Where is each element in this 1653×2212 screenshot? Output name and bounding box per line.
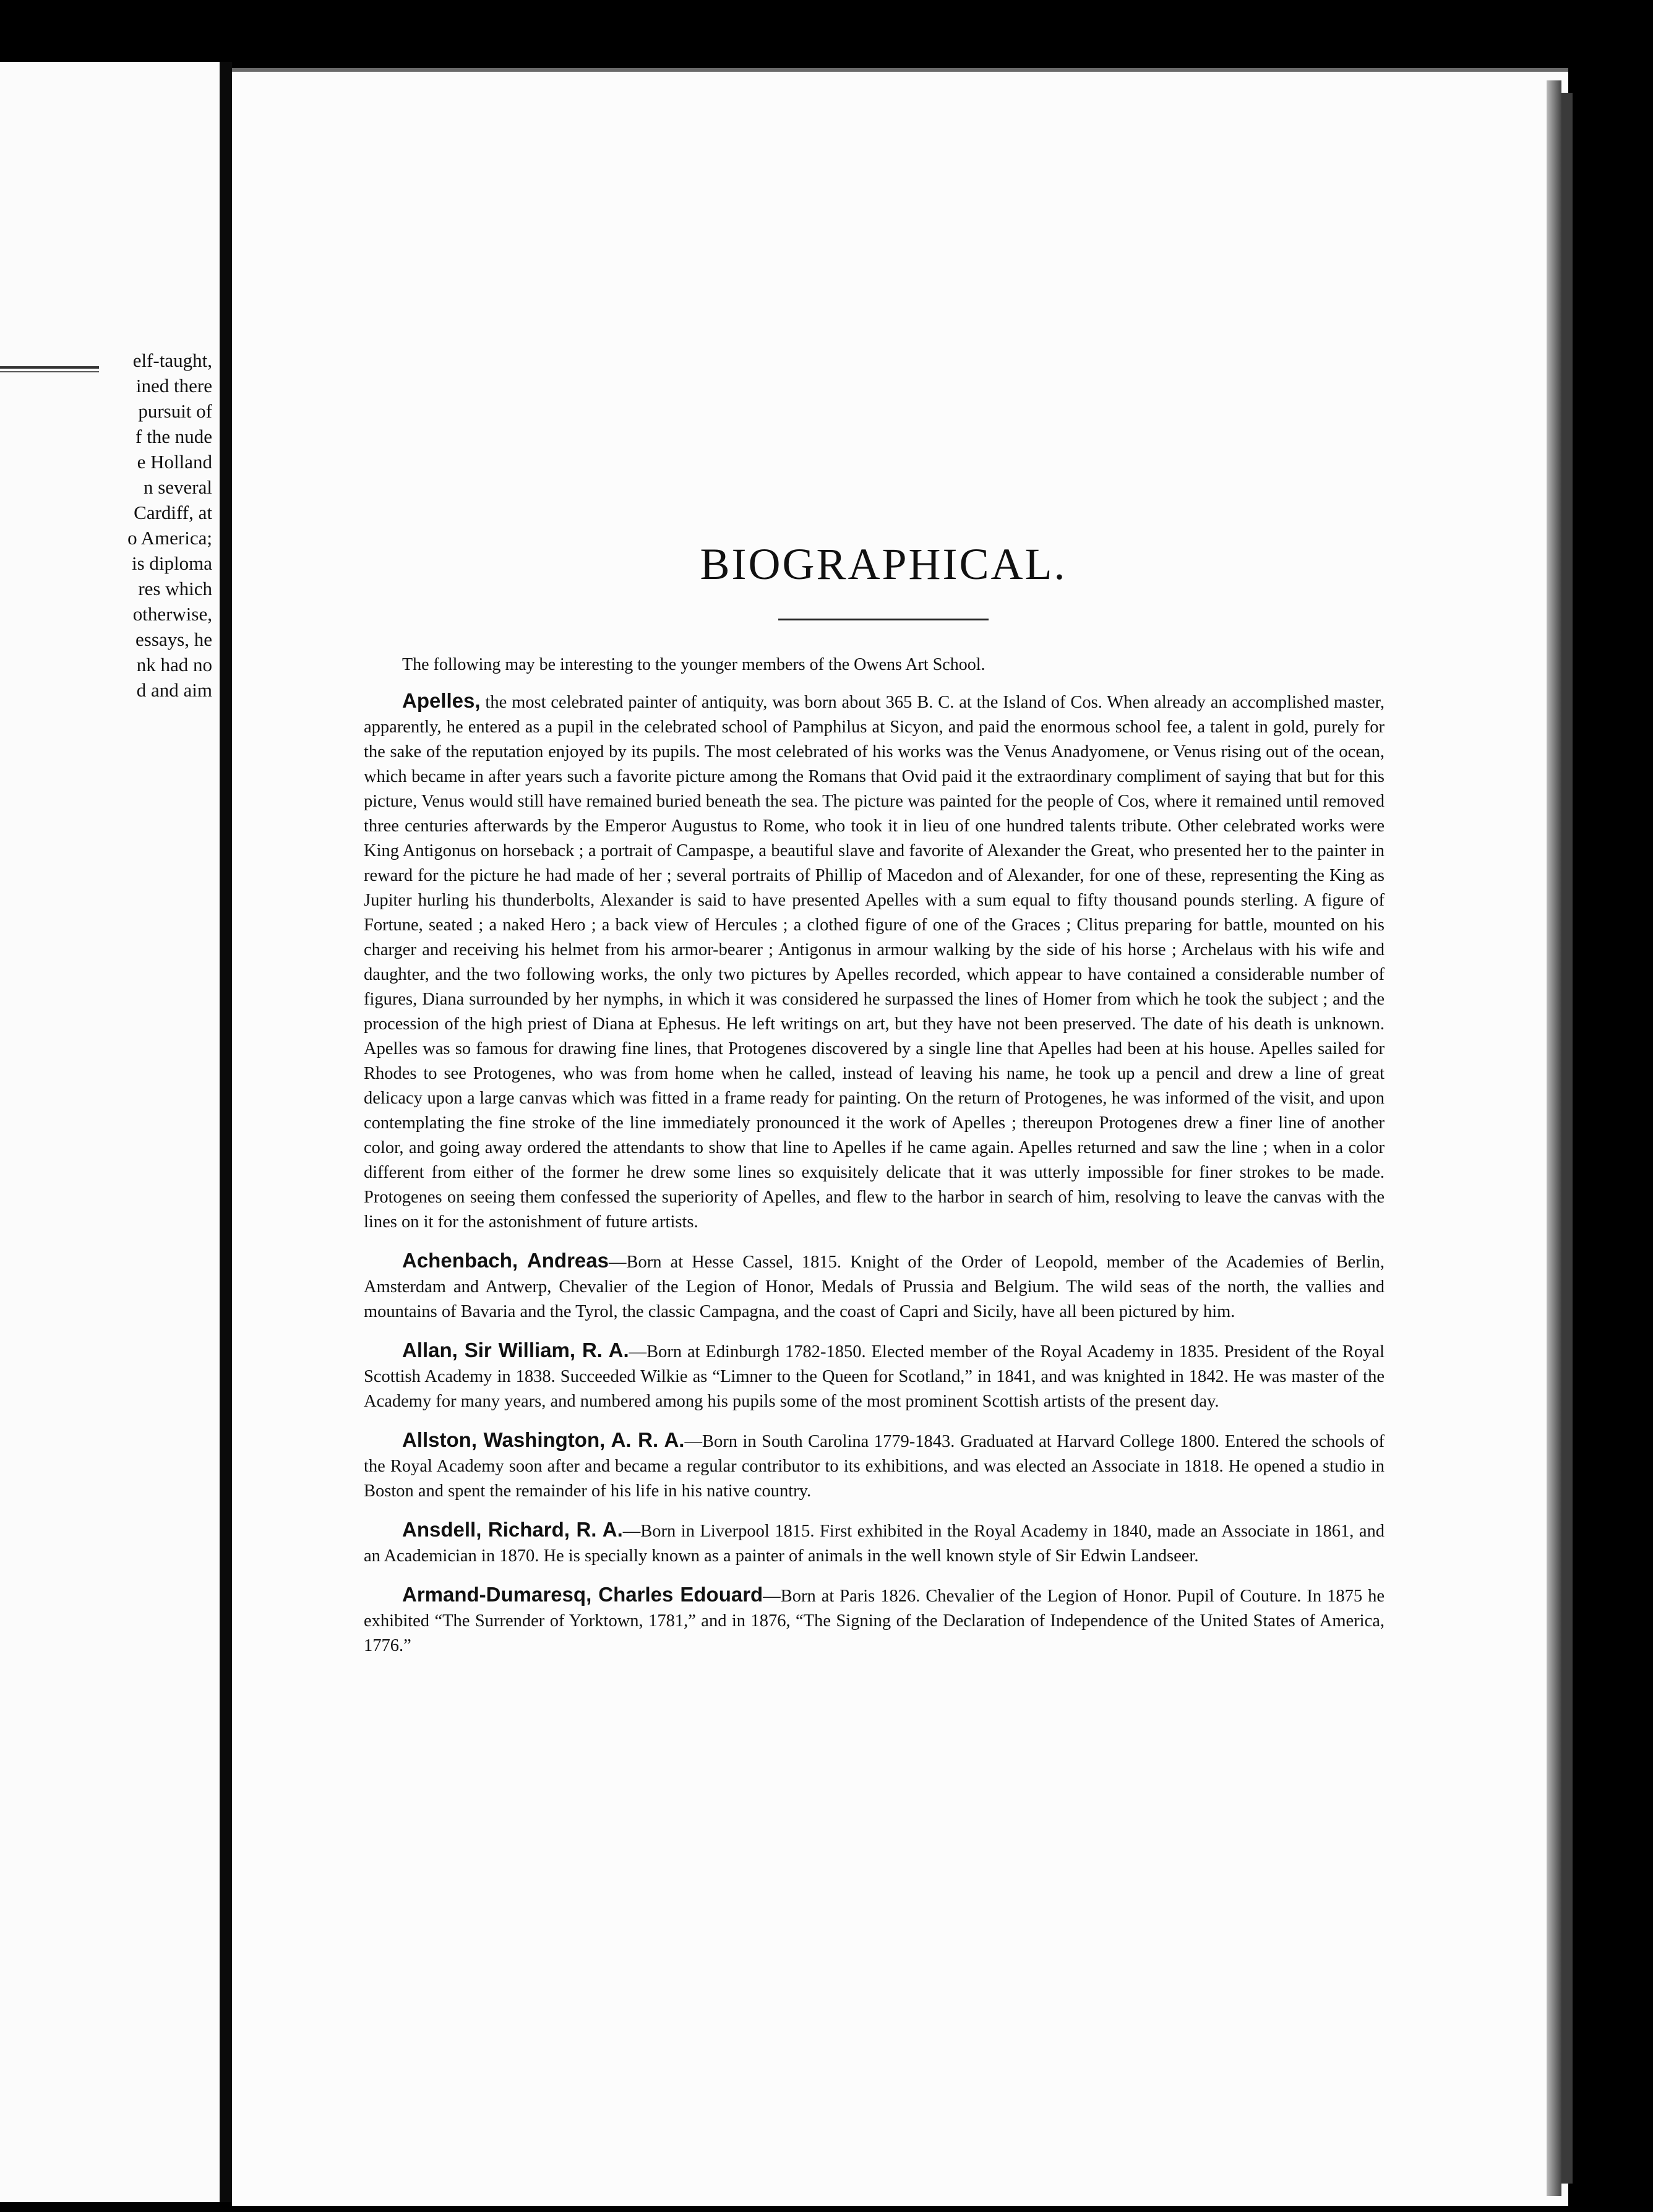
left-page-line: o America;: [127, 527, 212, 549]
entry-name: Armand-Dumaresq, Charles Edouard: [402, 1583, 763, 1606]
left-page: [0, 62, 223, 2202]
entry-text: —Born at Edinburgh 1782-1850. Elected member of the Royal Academy in 1835. President of the Royal Scottish Academy in 1838. Succeeded Wilkie as “Limner to the Queen for Scotland,” in 1841, and was knighted in 1842. He was master of the Academy for many years, and numbered among his pupils some of the most prominent Scottish artists of the present day.: [364, 1342, 1385, 1411]
left-page-line: n several: [143, 476, 212, 498]
left-page-line: nk had no: [136, 654, 212, 675]
page-title: BIOGRAPHICAL.: [700, 539, 1067, 589]
left-page-line: is diploma: [131, 552, 212, 574]
left-page-line: essays, he: [135, 628, 212, 650]
entry-allston: [364, 1428, 1385, 1504]
title-rule: [778, 619, 989, 620]
entry-text: —Born in Liverpool 1815. First exhibited in the Royal Academy in 1840, made an Associate in 1861, and an Academician in 1870. He is specially known as a painter of animals in the well known style of Sir Edwin Landseer.: [364, 1522, 1385, 1566]
left-page-rule: [0, 366, 99, 369]
entry-text: —Born at Hesse Cassel, 1815. Knight of the Order of Leopold, member of the Academies of Berlin, Amsterdam and Antwerp, Chevalier of the Legion of Honor, Medals of Prussia and Belgium. The wild seas of the north, the vallies and mountains of Bavaria and the Tyrol, the classic Campagna, and the coast of Capri and Sicily, have all been pictured by him.: [364, 1253, 1385, 1321]
entry-text: —Born in South Carolina 1779-1843. Graduated at Harvard College 1800. Entered the schools of the Royal Academy soon after and became a regular contributor to its exhibitions, and was elected an Associate in 1818. He opened a studio in Boston and spent the remainder of his life in his native country.: [364, 1432, 1385, 1501]
entry-name: Allston, Washington, A. R. A.: [402, 1428, 685, 1451]
right-page: [232, 68, 1568, 2206]
entry-text: the most celebrated painter of antiquity, was born about 365 B. C. at the Island of Cos. When already an accomplished master, apparently, he entered as a pupil in the celebrated school of Pamphilus at Sicyon, and paid the enormous school fee, a talent in gold, purely for the sake of the reputation enjoyed by its pupils. The most celebrated of his works was the Venus Anadyomene, or Venus rising out of the ocean, which became in after years such a favorite picture among the Romans that Ovid paid it the extraordinary compliment of saying that but for this picture, Venus would still have remained buried beneath the sea. The picture was painted for the people of Cos, where it remained until removed three centuries afterwards by the Emperor Augustus to Rome, who took it in lieu of one hundred talents tribute. Other celebrated works were King Antigonus on horseback ; a portrait of Campaspe, a beautiful slave and favorite of Alexander the Great, who presented her to the painter in reward for the picture he had made of her ; several portraits of Phillip of Macedon and of Alexander, for one of these, representing the King as Jupiter hurling his thunderbolts, Alexander is said to have presented Apelles with a sum equal to fifty thousand pounds sterling. A figure of Fortune, seated ; a naked Hero ; a back view of Hercules ; a clothed figure of one of the Graces ; Clitus preparing for battle, mounted on his charger and receiving his helmet from his armor-bearer ; Antigonus in armour walking by the side of his horse ; Archelaus with his wife and daughter, and the two following works, the only two pictures by Apelles recorded, which appear to have contained a considerable number of figures, Diana surrounded by her nymphs, in which it was considered he surpassed the lines of Homer from which he took the subject ; and the procession of the high priest of Diana at Ephesus. He left writings on art, but they have not been preserved. The date of his death is unknown. Apelles was so famous for drawing fine lines, that Protogenes discovered by a single line that Apelles had been at his house. Apelles sailed for Rhodes to see Protogenes, who was from home when he called, instead of leaving his name, he took up a pencil and drew a line of great delicacy upon a large canvas which was fitted in a frame ready for painting. On the return of Protogenes, he was informed of the visit, and upon contemplating the fine stroke of the line immediately pronounced it the work of Apelles ; thereupon Protogenes drew a finer line of another color, and going away ordered the attendants to show that line to Apelles if he came again. Apelles returned and saw the line ; when in a color different from either of the former he drew some lines so exquisitely delicate that it was utterly impossible for finer strokes to be made. Protogenes on seeing them confessed the superiority of Apelles, and flew to the harbor in search of him, resolving to leave the canvas with the lines on it for the astonishment of future artists.: [364, 693, 1385, 1232]
entry-text: —Born at Paris 1826. Chevalier of the Legion of Honor. Pupil of Couture. In 1875 he exhibited “The Surrender of Yorktown, 1781,” and in 1876, “The Signing of the Declaration of Independence of the United States of America, 1776.”: [364, 1587, 1385, 1655]
entry-armand-dumaresq: [364, 1582, 1385, 1658]
left-page-rule: [0, 371, 99, 372]
intro-text: The following may be interesting to the younger members of the Owens Art School.: [402, 655, 985, 674]
entry-name: Apelles,: [402, 689, 481, 712]
left-page-line: elf-taught,: [132, 349, 212, 371]
entry-apelles: [364, 688, 1385, 1235]
left-page-line: e Holland: [137, 451, 212, 473]
page-edge-shadow: [1561, 93, 1573, 2184]
left-page-line: otherwise,: [132, 603, 212, 625]
book-spine: [220, 62, 232, 2202]
left-page-line: Cardiff, at: [134, 502, 212, 523]
left-page-line: ined there: [135, 375, 212, 397]
left-page-line: pursuit of: [138, 400, 212, 422]
left-page-line: f the nude: [135, 426, 212, 447]
entry-achenbach: [364, 1248, 1385, 1324]
page-edge: [1547, 80, 1561, 2196]
left-page-line: res which: [138, 578, 212, 599]
entry-allan: [364, 1338, 1385, 1414]
entry-name: Achenbach, Andreas: [402, 1249, 609, 1272]
entry-name: Ansdell, Richard, R. A.: [402, 1518, 623, 1541]
page-content: [364, 539, 1385, 1672]
left-page-line: d and aim: [136, 679, 212, 701]
entry-name: Allan, Sir William, R. A.: [402, 1339, 629, 1361]
entry-ansdell: [364, 1517, 1385, 1569]
